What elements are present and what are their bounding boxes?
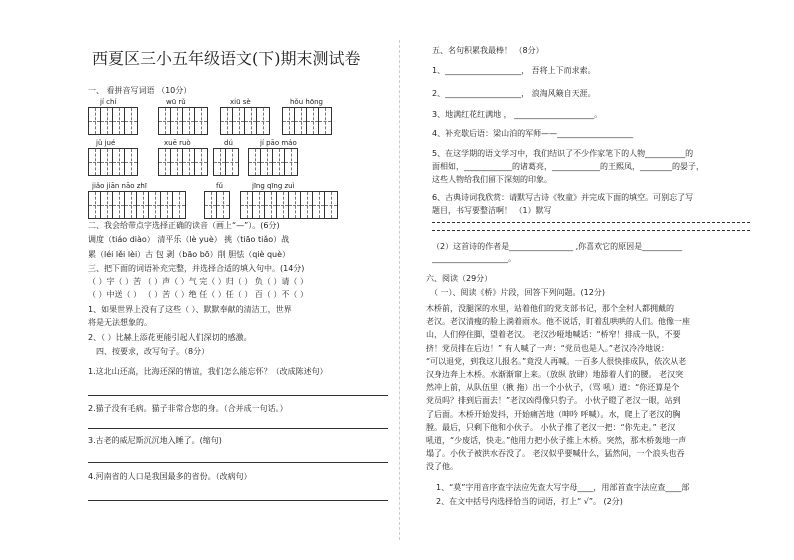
- q5-item: 3、地满红花红满地 ， ____________________。: [432, 110, 603, 119]
- q5-item: ___________________。: [432, 254, 516, 263]
- passage-line: 没了他。: [426, 462, 458, 472]
- q3-sentence: 1、如果世界上没有了这些（ ）、默默奉献的清洁工，世界: [88, 305, 292, 314]
- writing-grid[interactable]: [88, 148, 138, 176]
- q5-item: （2）这首诗的作者是________________ ,你喜欢它的原因是__________: [432, 242, 683, 251]
- q3-sentence: 2、（ ）比赫上添花更能引起人们深切的感激。: [88, 333, 252, 342]
- page-title: 西夏区三小五年级语文(下)期末测试卷: [92, 49, 361, 68]
- passage-line: 然冲上前，从队伍里（揪 拖）出一个小伙子，（骂 吼）道：“你还算是个: [426, 383, 680, 393]
- q2-heading: 二、我会给带点字选择正确的读音（画上“—”）。(6分): [88, 221, 280, 230]
- writing-grid[interactable]: [158, 107, 208, 135]
- pinyin: fǔ: [216, 182, 223, 190]
- passage-line: 了后面。木桥开始发抖，开始痛苦地（呻吟 呼喊）。水，爬上了老汉的胸: [426, 409, 681, 419]
- q5-item: 5、在这学期的语文学习中，我们结识了不少作家笔下的人物__________的: [432, 149, 694, 158]
- q3-sentence: 将是无法想象的。: [88, 318, 152, 327]
- q1-heading: 一、 看拼音写词语 （10分）: [88, 86, 192, 95]
- q5-heading: 五、名句积累我最棒！ （8分）: [432, 46, 544, 55]
- column-divider: [399, 40, 400, 540]
- pinyin: jí chí: [100, 98, 117, 106]
- passage-line: 老汉。老汉清瘦的脸上淌着雨水。他不说话，盯着乱哄哄的人们。他像一座: [426, 317, 690, 327]
- pinyin: jǔ jué: [96, 139, 116, 147]
- q3-line: （ ）中送（ ） （ ）苦（ ）绝 任（ ）任（ ） 百（ ）不（ ）: [88, 290, 308, 299]
- q2-line: 累（léi lěi lèi）古 包 剥（bāo bō）削 胆怯（qiè què）: [88, 250, 291, 259]
- q5-item: 4、补充歇后语：梁山泊的军师——___________________: [432, 129, 634, 138]
- q6-question: 2、在文中括号内选择恰当的词语，打上“ √”。 (2分): [436, 497, 623, 506]
- passage-line: 吼道，“少废话，快走。”他用力把小伙子推上木桥。突然，那木桥轰地一声: [426, 436, 687, 446]
- q3-line: （ ）字（ ）苦 （ ）声（ ）气 完（ ）归（ ） 负（ ）请（ ）: [88, 277, 308, 286]
- answer-line[interactable]: [432, 222, 750, 223]
- q5-item: 这些人物给我们留下深刻的印象。: [432, 175, 552, 184]
- passage-line: 塌了。小伙子被洪水吞没了。 老汉似乎要喊什么，猛然间，一个浪头也吞: [426, 449, 685, 459]
- q4-item: 1.这北山还高，比海还深的情谊，我们怎么能忘怀？（改成陈述句）: [88, 367, 328, 376]
- q2-line: 调度（tiáo diào） 清平乐（lè yuè） 挑（tiāo tiǎo）战: [88, 235, 290, 244]
- q5-item: 面相如，____________的诸葛亮，____________的王熙凤，________的晏子，: [432, 162, 704, 171]
- reading-passage: [426, 302, 690, 474]
- answer-line[interactable]: [88, 500, 388, 501]
- q5-item: 2、___________________， 浪淘风簸自天涯。: [432, 89, 596, 98]
- q6-question: 1、“莫”字用音序查字法应先查大写字母____，用部首查字法应查____部: [436, 483, 690, 492]
- pinyin: xiū sè: [230, 98, 251, 106]
- q6-subheading: （ 一）、阅读《桥》片段，回答下列问题。(12分): [430, 288, 605, 297]
- passage-line: 挤！党员排在后边！” 有人喊了一声：“党员也是人。”老汉冷冷地说：: [426, 343, 669, 353]
- pinyin: jí pāo máo: [260, 139, 297, 147]
- passage-line: 木桥前，没腿深的水里，站着他们的党支部书记，那个全村人都拥戴的: [426, 304, 674, 313]
- q4-item: 2.猫子没有毛病。猫子非常合您的身。（合并成一句话。）: [88, 404, 288, 413]
- passage-line: 膛。最后，只剩下他和小伙子。 小伙子推了老汉一把：“你先走。” 老汉: [426, 422, 676, 432]
- q6-heading: 六、阅读（29分）: [426, 274, 493, 283]
- q4-item: 3.古老的威尼斯沉沉地入睡了。(缩句): [88, 436, 222, 445]
- writing-grid[interactable]: [88, 191, 186, 219]
- writing-grid[interactable]: [158, 148, 208, 176]
- writing-grid[interactable]: [220, 107, 270, 135]
- writing-grid[interactable]: [282, 107, 332, 135]
- pinyin: hǒu hōnɡ: [290, 98, 323, 106]
- q4-item: 4.河南省的人口是我国最多的省份。（改病句）: [88, 472, 252, 481]
- answer-line[interactable]: [88, 462, 388, 463]
- writing-grid[interactable]: [88, 107, 138, 135]
- q5-item: 6、古典诗词我欣赏：请默写古诗《牧童》并完成下面的填空。可别忘了写: [432, 193, 694, 202]
- pinyin: jīng qīng zuì: [252, 182, 295, 190]
- pinyin: wū rǔ: [166, 98, 186, 106]
- writing-grid[interactable]: [248, 148, 298, 176]
- pinyin: jiǎo jiān nāo zhī: [92, 182, 147, 190]
- answer-line[interactable]: [88, 395, 388, 396]
- writing-grid[interactable]: [240, 191, 338, 219]
- writing-grid[interactable]: [213, 148, 239, 176]
- q5-item: 题目，书写要整洁啊！ （1）默写: [432, 206, 552, 215]
- passage-line: “可以退党，到我这儿报名。”竟没人再喊。一百多人很快排成队，依次从老: [426, 356, 687, 366]
- passage-line: 党员吗？排到后面去！”老汉凶得像只豹子。 小伙子瞪了老汉一眼，站到: [426, 396, 681, 406]
- writing-grid[interactable]: [204, 191, 230, 219]
- passage-line: 山，人们停住脚，望着老汉。 老汉沙哑地喊话：“桥窄！排成一队，不要: [426, 330, 681, 340]
- q3-heading: 三、把下面的词语补充完整，并选择合适的填入句中。(14分): [88, 264, 305, 273]
- pinyin: xuē ruò: [164, 139, 191, 147]
- pinyin: dú: [224, 139, 233, 147]
- passage-line: 汉身边奔上木桥。水渐渐窜上来。（放纵 放肆）地舔着人们的腰。 老汉突: [426, 370, 684, 380]
- q5-item: 1、___________________， 吾将上下而求索。: [432, 66, 596, 75]
- answer-line[interactable]: [88, 428, 388, 429]
- answer-line[interactable]: [432, 230, 750, 231]
- q4-heading: 四、按要求，改写句子。（8分）: [96, 347, 210, 356]
